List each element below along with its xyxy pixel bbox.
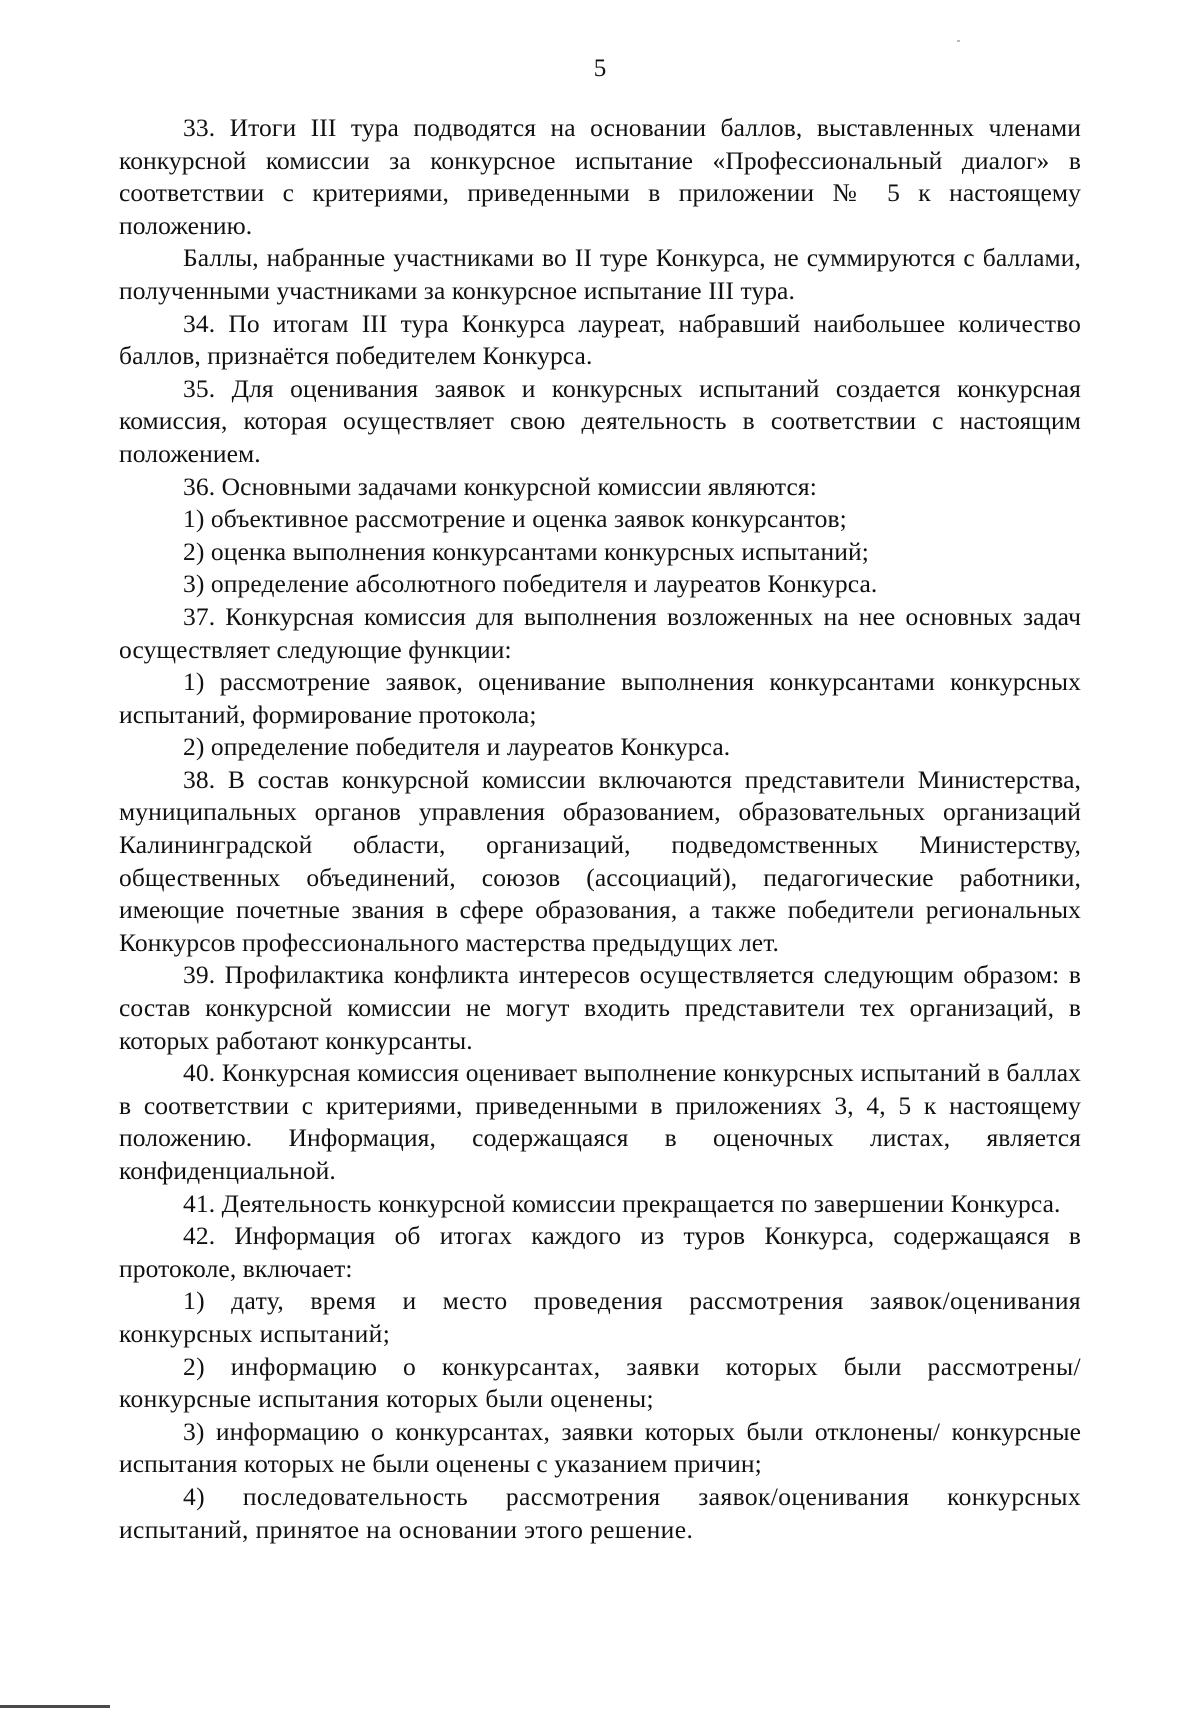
- list-item-42-4: 4) последовательность рассмотрения заявок/оценивания конкурсных испытаний, принятое на основании этого решение.: [119, 1481, 1081, 1544]
- scan-edge-mark: [0, 1705, 110, 1708]
- paragraph-38: 38. В состав конкурсной комиссии включаются представители Министерства, муниципальных органов управления образованием, образовательных организаций Калининградской области, организаций, подведомственных Министерству, общественных объединений, союзов (ассоциаций), педагогические работники, имеющие почетные звания в сфере образования, а также победители региональных Конкурсов профессионального мастерства предыдущих лет.: [119, 764, 1081, 957]
- list-item-42-3: 3) информацию о конкурсантах, заявки которых были отклонены/ конкурсные испытания которых не были оценены с указанием причин;: [119, 1416, 1081, 1479]
- paragraph-42: 42. Информация об итогах каждого из туров Конкурса, содержащаяся в протоколе, включает:: [119, 1221, 1081, 1283]
- page-number: 5: [593, 55, 607, 82]
- list-item-37-1: 1) рассмотрение заявок, оценивание выполнения конкурсантами конкурсных испытаний, формирование протокола;: [119, 667, 1081, 729]
- list-item-42-2: 2) информацию о конкурсантах, заявки которых были рассмотрены/ конкурсные испытания которых были оценены;: [119, 1351, 1081, 1414]
- paragraph-33-note: Баллы, набранные участниками во II туре Конкурса, не суммируются с баллами, полученными участниками за конкурсное испытание III тура.: [119, 243, 1081, 305]
- paragraph-36: 36. Основными задачами конкурсной комиссии являются:: [183, 471, 817, 501]
- paragraph-33: 33. Итоги III тура подводятся на основании баллов, выставленных членами конкурсной комиссии за конкурсное испытание «Профессиональный диалог» в соответствии с критериями, приведенными в приложении № 5 к настоящему положению.: [119, 113, 1081, 240]
- paragraph-40: 40. Конкурсная комиссия оценивает выполнение конкурсных испытаний в баллах в соответствии с критериями, приведенными в приложениях 3, 4, 5 к настоящему положению. Информация, содержащаяся в оценочных листах, является конфиденциальной.: [119, 1058, 1081, 1185]
- paragraph-39: 39. Профилактика конфликта интересов осуществляется следующим образом: в состав конкурсной комиссии не могут входить представители тех организаций, в которых работают конкурсанты.: [119, 960, 1081, 1055]
- paragraph-35: 35. Для оценивания заявок и конкурсных испытаний создается конкурсная комиссия, которая осуществляет свою деятельность в соответствии с настоящим положением.: [119, 373, 1081, 468]
- scan-artifact: [957, 40, 960, 42]
- list-item-37-2: 2) определение победителя и лауреатов Конкурса.: [183, 732, 731, 762]
- list-item-36-2: 2) оценка выполнения конкурсантами конкурсных испытаний;: [183, 536, 869, 566]
- paragraph-34: 34. По итогам III тура Конкурса лауреат, набравший наибольшее количество баллов, признаётся победителем Конкурса.: [119, 308, 1081, 371]
- list-item-36-3: 3) определение абсолютного победителя и лауреатов Конкурса.: [183, 569, 878, 599]
- paragraph-37: 37. Конкурсная комиссия для выполнения возложенных на нее основных задач осуществляет следующие функции:: [119, 601, 1081, 664]
- list-item-42-1: 1) дату, время и место проведения рассмотрения заявок/оценивания конкурсных испытаний;: [119, 1286, 1081, 1348]
- paragraph-41: 41. Деятельность конкурсной комиссии прекращается по завершении Конкурса.: [183, 1188, 1061, 1218]
- list-item-36-1: 1) объективное рассмотрение и оценка заявок конкурсантов;: [183, 504, 847, 534]
- document-body: [119, 112, 1081, 1546]
